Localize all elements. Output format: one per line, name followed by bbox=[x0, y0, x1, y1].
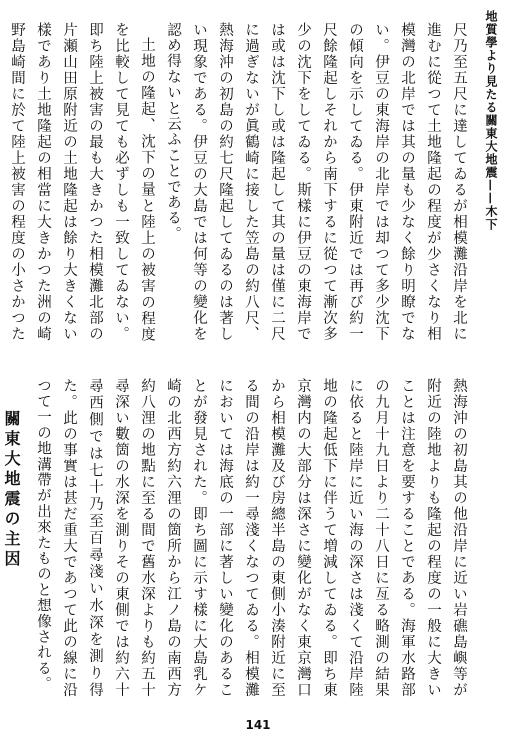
header-dash: —— bbox=[484, 179, 498, 205]
bottom-text-block bbox=[2, 378, 472, 698]
top-text-block bbox=[9, 22, 472, 342]
page-number: 141 bbox=[245, 718, 271, 732]
top-paragraph-2: 土地の隆起、沈下の量と陸上の被害の程度を比較して見ても必ずしも一致してゐない。即ち陸上被害の最も大きかつた相模灘北部の片瀬山田原附近の土地隆起は餘り大きくない樣であり土地隆起の相當に大きかつた洲の崎野島崎間に於て陸上被害の程度の小さかつた bbox=[9, 22, 155, 342]
top-paragraph-1: 尺乃至五尺に達してゐるが相模灘沿岸を北に進むに從つて土地隆起の程度が少さくなり相模灣の北岸では其の量も少なく餘り明瞭でない。伊豆の東海岸の北岸では却つて多少沈下の傾向を示してゐる。伊東附近では再び約一尺餘隆起しそれから南下するに從つて漸次多少の沈下をしてゐる。斯樣に伊豆の東海岸では或は沈下し或は隆起して其の量は僅に二尺に過ぎないが眞鶴崎に接した笠島の約八尺、熱海沖の初島の約七尺隆起してゐるのは著しい現象である。伊豆の大島では何等の變化を認め得ないと云ふことである。 bbox=[165, 22, 467, 342]
bottom-paragraph-1: 熱海沖の初島其の他沿岸に近い岩礁島嶼等が附近の陸地よりも隆起の程度の一般に大きいことは注意を要することである。海軍水路部の九月十九日より二十八日に亙る略測の結果に依ると陸岸に近い海の深さは淺くて沿岸陸地の隆起低下に伴うて増減してゐる。即ち東京灣内の大部分は深さに變化がなく東京灣口から相模灘及び房總半島の東側小湊附近に至る間の沿岸は約一尋淺くなつてゐる。相模灘においては海底の一部に著しい變化のあることが發見された。即ち圖に示す樣に大島乳ケ崎の北西方約六浬の箇所から江ノ島の南西方約八浬の地點に至る間で舊水深よりも約五十尋深い數箇の水深を測りその東側では約六十尋西側では七十乃至百尋淺い水深を測り得た。此の事實は甚だ重大であつて此の線に沿つて一の地溝帶が出來たものと想像される。 bbox=[35, 378, 467, 698]
header-title: 地質學より見たる關東大地震 bbox=[484, 10, 498, 179]
header-author: 木下 bbox=[484, 205, 498, 231]
running-header bbox=[480, 10, 502, 310]
section-heading: 關東大地震の主因 bbox=[2, 410, 21, 570]
